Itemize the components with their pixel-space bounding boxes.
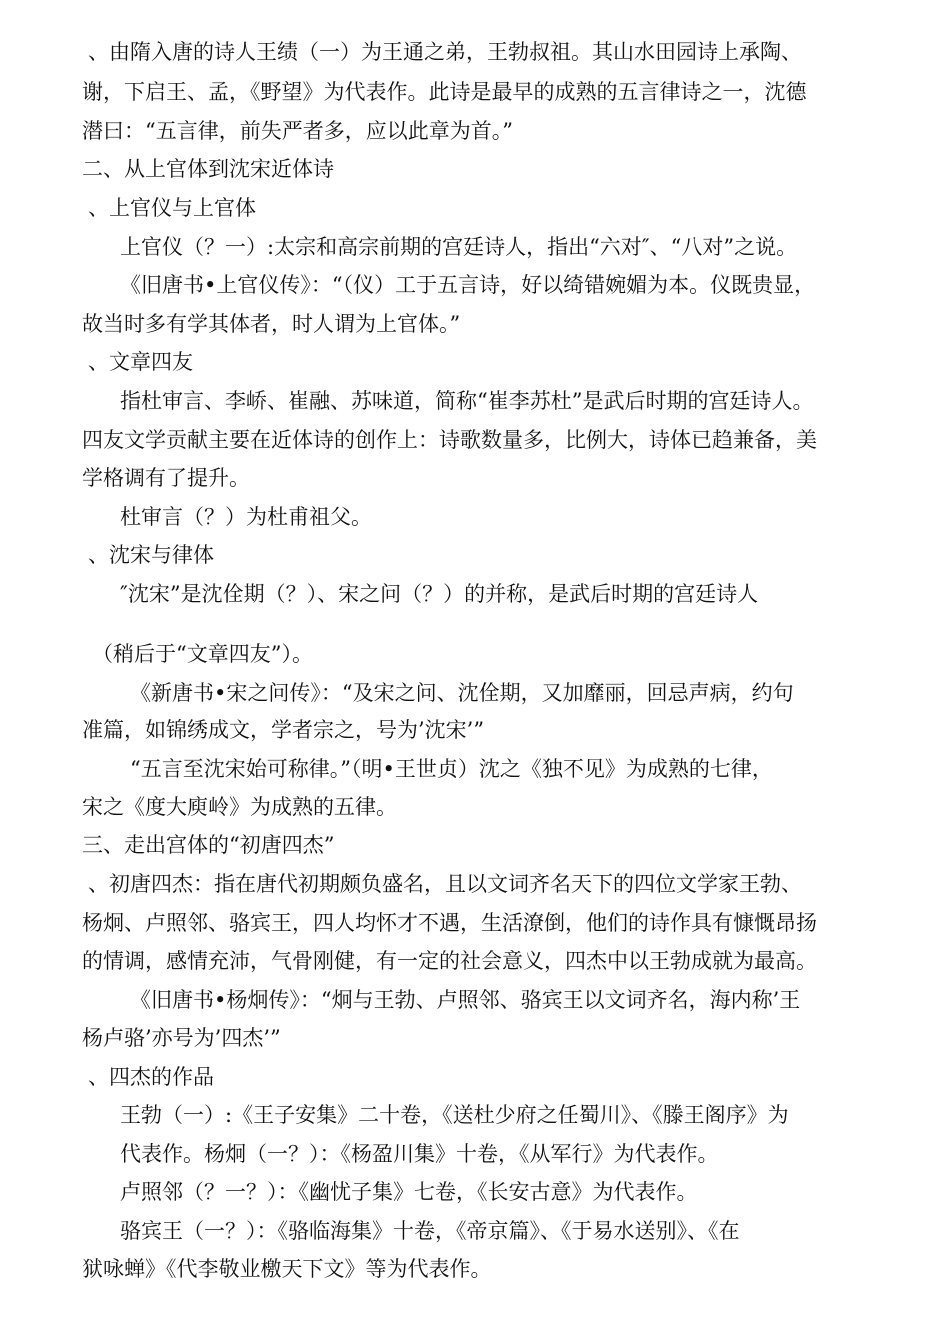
quote-line: “五言至沈宋始可称律。”（明•王世贞）沈之《独不见》为成熟的七律， <box>130 757 773 781</box>
text-line: 狱咏蝉》《代李敬业檄天下文》等为代表作。 <box>82 1257 492 1281</box>
text-line: 卢照邻（？一？）：《幽忧子集》七卷，《长安古意》为代表作。 <box>120 1180 698 1204</box>
text-line: 宋之《度大庾岭》为成熟的五律。 <box>82 795 397 819</box>
section-heading: 三、走出宫体的“初唐四杰” <box>82 833 335 857</box>
text-line: 潜曰：“五言律，前失严者多，应以此章为首。” <box>82 119 513 143</box>
quote-line: 《旧唐书•上官仪传》：“（仪）工于五言诗，好以绮错婉媚为本。仪既贵显， <box>120 273 816 297</box>
text-line: 指杜审言、李峤、崔融、苏味道，简称“崔李苏杜”是武后时期的宫廷诗人。 <box>120 389 814 413</box>
text-line: 四友文学贡献主要在近体诗的创作上：诗歌数量多，比例大，诗体已趋兼备，美 <box>82 428 817 452</box>
text-line: 王勃（一）:《王子安集》二十卷，《送杜少府之任蜀川》、《滕王阁序》为 <box>120 1103 789 1127</box>
text-line: 代表作。杨炯（一？）：《杨盈川集》十卷，《从军行》为代表作。 <box>120 1142 719 1166</box>
text-line: 谢，下启王、孟，《野望》为代表作。此诗是最早的成熟的五言律诗之一，沈德 <box>82 80 807 104</box>
text-line: 的情调，感情充沛，气骨刚健，有一定的社会意义，四杰中以王勃成就为最高。 <box>82 949 817 973</box>
text-line: 杨炯、卢照邻、骆宾王，四人均怀才不遇，生活潦倒，他们的诗作具有慷慨昂扬 <box>82 911 817 935</box>
subsection-heading: 、沈宋与律体 <box>88 543 214 567</box>
quote-line: 杨卢骆’亦号为’四杰’” <box>82 1026 281 1050</box>
quote-line: 准篇，如锦绣成文，学者宗之，号为’沈宋’” <box>82 718 485 742</box>
quote-line: 《旧唐书•杨炯传》：“炯与王勃、卢照邻、骆宾王以文词齐名，海内称’王 <box>130 988 801 1012</box>
text-line: 、初唐四杰：指在唐代初期颇负盛名，且以文词齐名天下的四位文学家王勃、 <box>88 872 802 896</box>
text-line: ″沈宋”是沈佺期（？）、宋之问（？）的并称，是武后时期的宫廷诗人 <box>120 582 759 606</box>
text-line: 上官仪（？一）:太宗和高宗前期的宫廷诗人，指出“六对″、“八对”之说。 <box>120 235 798 259</box>
text-line: 、由隋入唐的诗人王绩（一）为王通之弟，王勃叔祖。其山水田园诗上承陶、 <box>88 40 802 64</box>
text-line: 学格调有了提升。 <box>82 466 250 490</box>
subsection-heading: 、上官仪与上官体 <box>88 196 256 220</box>
quote-line: 《新唐书•宋之问传》：“及宋之问、沈佺期，又加靡丽，回忌声病，约句 <box>130 681 794 705</box>
subsection-heading: 、四杰的作品 <box>88 1065 214 1089</box>
text-line: （稍后于“文章四友”）。 <box>92 642 313 666</box>
text-line: 杜审言（？）为杜甫祖父。 <box>120 505 372 529</box>
subsection-heading: 、文章四友 <box>88 350 193 374</box>
section-heading: 二、从上官体到沈宋近体诗 <box>82 157 334 181</box>
quote-line: 故当时多有学其体者，时人谓为上官体。” <box>82 312 461 336</box>
text-line: 骆宾王（一？）：《骆临海集》十卷，《帝京篇》、《于易水送别》、《在 <box>120 1219 740 1243</box>
